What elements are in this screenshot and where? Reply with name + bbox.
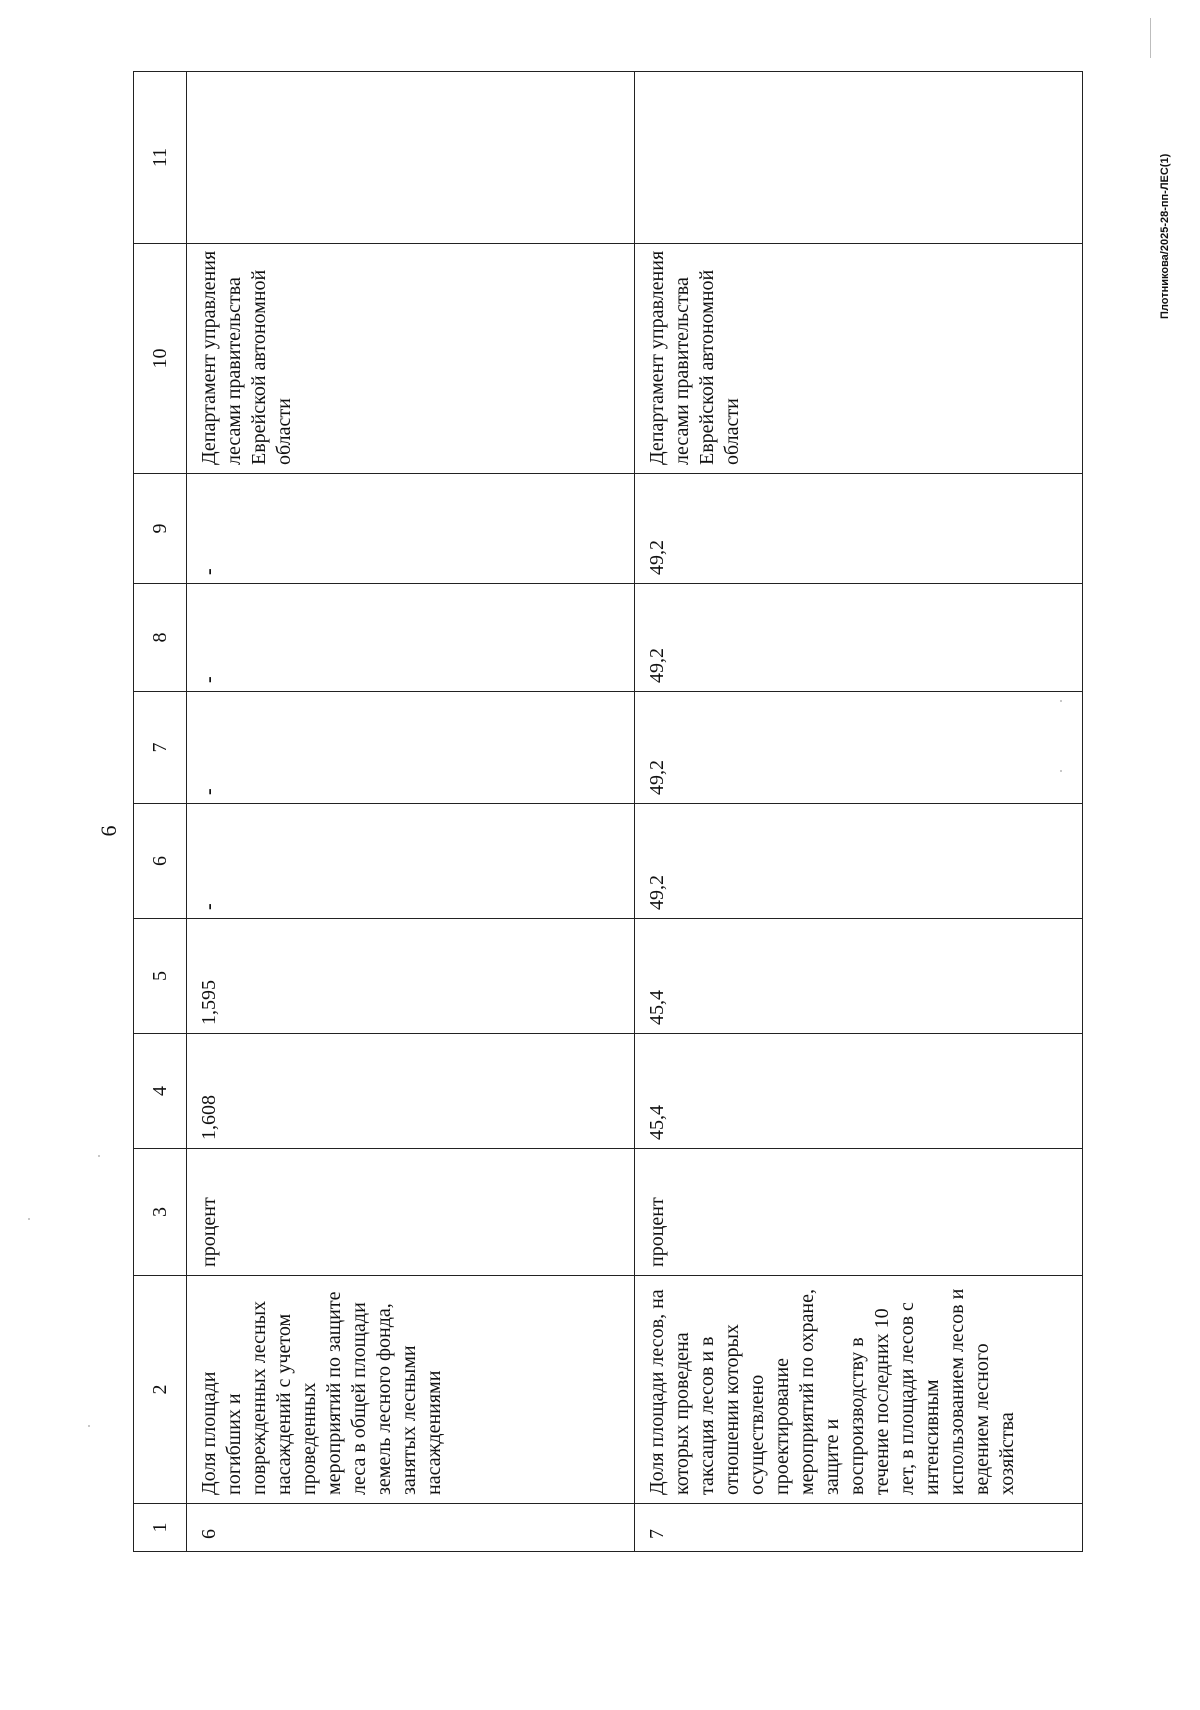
value-cell: 49,2 [635,584,1083,692]
value-cell: - [187,692,635,804]
column-header: 3 [134,1149,187,1276]
value-cell: - [187,584,635,692]
value-cell: - [187,804,635,919]
page-number: 6 [96,825,121,837]
scan-speck [28,1218,30,1220]
note-cell [187,72,635,244]
indicator-name: Доля площади лесов, на которых проведена таксация лесов и в отношении которых осуществлено проектирование мероприятий по охране, защите и воспроизводству в течение последних 10 лет, в площади лесов с интенсивным использованием лесов и ведением лесного хозяйства [635,1276,1083,1504]
value-cell: 1,595 [187,919,635,1034]
column-header: 11 [134,72,187,244]
executor-cell: Департамент управления лесами правительства Еврейской автономной области [635,244,1083,474]
column-header: 6 [134,804,187,919]
scan-speck [88,1425,90,1427]
value-cell: 1,608 [187,1034,635,1149]
unit-cell: процент [187,1149,635,1276]
indicator-name: Доля площади погибших и поврежденных лесных насаждений с учетом проведенных мероприятий по защите леса в общей площади земель лесного фонда, занятых лесными насаждениями [187,1276,635,1504]
value-cell: 49,2 [635,692,1083,804]
row-number: 7 [635,1504,1083,1552]
column-header: 8 [134,584,187,692]
scan-edge-line [1150,18,1151,58]
indicator-table-container [133,72,1083,1552]
table-row [187,72,635,1552]
value-cell: 49,2 [635,804,1083,919]
column-header: 2 [134,1276,187,1504]
note-cell [635,72,1083,244]
value-cell: 49,2 [635,474,1083,584]
executor-cell: Департамент управления лесами правительства Еврейской автономной области [187,244,635,474]
unit-cell: процент [635,1149,1083,1276]
column-header: 10 [134,244,187,474]
scan-speck [98,1155,100,1157]
column-header: 7 [134,692,187,804]
document-footer-code: Плотникова/2025-28-пп-ЛЕС(1) [1159,153,1171,319]
value-cell: - [187,474,635,584]
indicator-table [133,71,1083,1552]
value-cell: 45,4 [635,919,1083,1034]
row-number: 6 [187,1504,635,1552]
column-header: 5 [134,919,187,1034]
column-header: 9 [134,474,187,584]
table-row [635,72,1083,1552]
column-header: 1 [134,1504,187,1552]
header-row [134,72,187,1552]
column-header: 4 [134,1034,187,1149]
value-cell: 45,4 [635,1034,1083,1149]
